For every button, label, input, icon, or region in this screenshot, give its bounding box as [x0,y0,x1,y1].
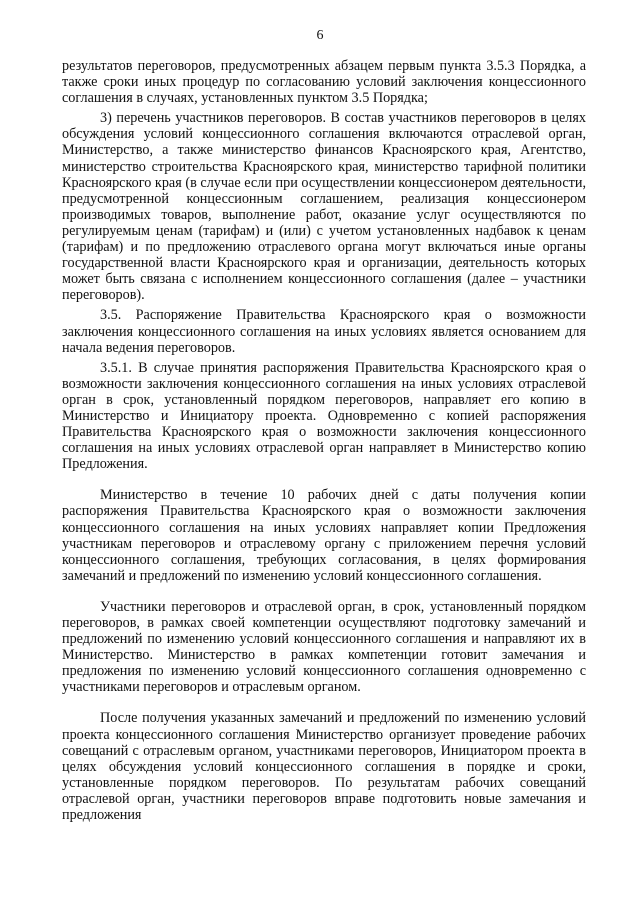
paragraph-participants-remarks: Участники переговоров и отраслевой орган, в срок, установленный порядком переговоров, в рамках своей компетенции осуществляют подготовку замечаний и предложений по изменению условий концессионного соглашения и направляют их в Министерство. Министерство в рамках компетенции готовит замечания и предложения по изменению условий концессионного соглашения одновременно с участниками переговоров и отраслевым органом. [62,598,586,696]
paragraph-working-meetings: После получения указанных замечаний и предложений по изменению условий проекта концессионного соглашения Министерство организует проведение рабочих совещаний с отраслевым органом, участниками переговоров, Инициатором проекта в целях обсуждения условий концессионного соглашения в порядке и сроки, установленные порядком переговоров. По результатам рабочих совещаний отраслевой орган, участники переговоров вправе подготовить новые замечания и предложения [62,710,586,824]
paragraph-continuation: результатов переговоров, предусмотренных абзацем первым пункта 3.5.3 Порядка, а также сроки иных процедур по согласованию условий заключения концессионного соглашения в случаях, установленных пунктом 3.5 Порядка; [62,58,586,107]
paragraph-ministry-10-days: Министерство в течение 10 рабочих дней с даты получения копии распоряжения Правительства Красноярского края о возможности заключения концессионного соглашения на иных условиях направляет копии Предложения участникам переговоров и отраслевому органу с приложением перечня условий концессионного соглашения, требующих согласования, в целях формирования замечаний и предложений по изменению условий концессионного соглашения. [62,487,586,584]
document-body [62,58,586,823]
paragraph-3-5-1: 3.5.1. В случае принятия распоряжения Правительства Красноярского края о возможности заключения концессионного соглашения на иных условиях отраслевой орган в срок, установленный порядком переговоров, направляет его копию в Министерство и Инициатору проекта. Одновременно с копией распоряжения Правительства Красноярского края о возможности заключения концессионного соглашения на иных условиях отраслевой орган направляет в Министерство копию Предложения. [62,359,586,473]
page-number: 6 [316,28,324,43]
paragraph-negotiation-participants: 3) перечень участников переговоров. В состав участников переговоров в целях обсуждения условий концессионного соглашения включаются отраслевой орган, Министерство, а также министерство финансов Красноярского края, Агентство, министерство строительства Красноярского края, министерство тарифной политики Красноярского края (в случае если при осуществлении концессионером деятельности, предусмотренной концессионным соглашением, реализация концессионером производимых товаров, выполнение работ, оказание услуг осуществляются по регулируемым ценам (тарифам) и (или) с учетом установленных надбавок к ценам (тарифам) и по предложению отраслевого органа могут включаться иные органы государственной власти Красноярского края и организации, деятельность которых может быть связана с исполнением концессионного соглашения (далее – участники переговоров). [62,110,586,304]
paragraph-3-5: 3.5. Распоряжение Правительства Красноярского края о возможности заключения концессионного соглашения на иных условиях является основанием для начала ведения переговоров. [62,307,586,356]
